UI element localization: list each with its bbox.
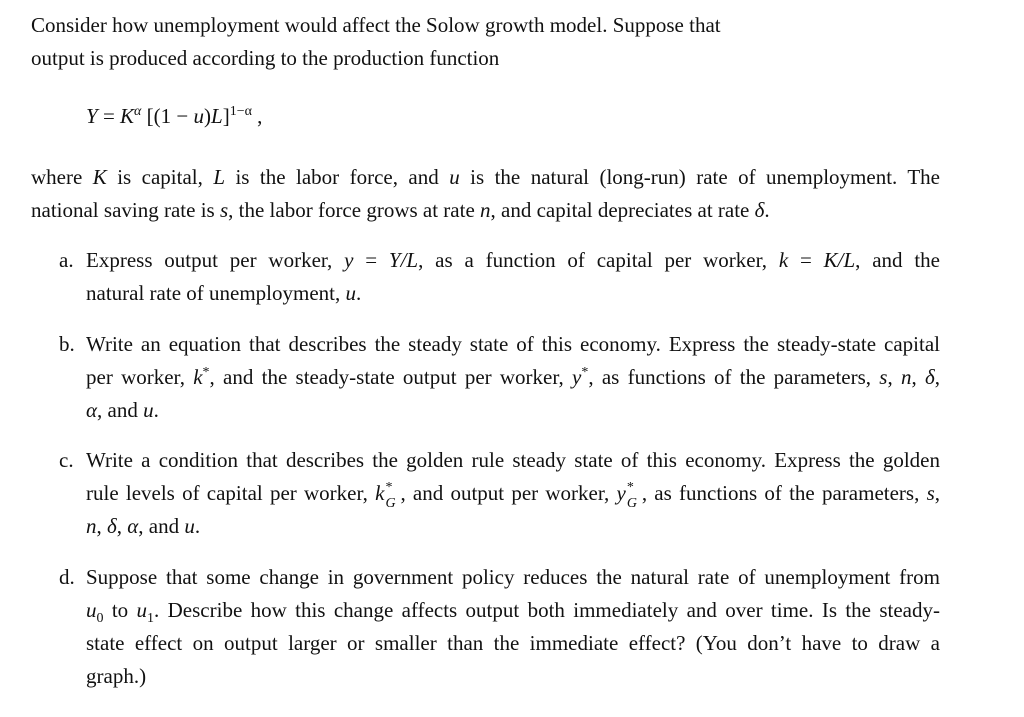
item-c-line-3: n, δ, α, and u. — [86, 514, 201, 538]
item-b-line-2: per worker, k*, and the steady-state output per worker, y*, as functions of the parameters, s, n, δ, — [86, 365, 941, 389]
intro-line-2: output is produced according to the production function — [31, 46, 500, 70]
item-d-label: d. — [59, 565, 75, 589]
item-d-line-2: $u_0$ to $u_1$. Describe how this change affects output both immediately and over time. Is the steady- — [86, 598, 940, 627]
eq-output: Y — [86, 104, 98, 128]
definitions-line-2: national saving rate is s, the labor force grows at rate n, and capital depreciates at rate δ. — [31, 198, 770, 222]
eq-bracket-close: ] — [222, 104, 230, 128]
item-c-label: c. — [59, 448, 74, 472]
item-b-label: b. — [59, 332, 75, 356]
item-b-line-1: Write an equation that describes the steady state of this economy. Express the steady-state capital — [86, 332, 940, 356]
eq-capital: K — [120, 104, 135, 128]
eq-paren-close: ) — [204, 104, 211, 128]
item-d-line-4: graph.) — [86, 664, 147, 688]
item-c-line-2: rule levels of capital per worker, k * G , and output per worker, y * G , as functions of the parameters, s, — [86, 480, 940, 511]
eq-exponent: 1−α — [229, 104, 252, 119]
eq-labor: L — [211, 104, 223, 128]
item-a-line-1: Express output per worker, y = Y/L, as a function of capital per worker, k = K/L, and the — [86, 248, 940, 272]
item-b-line-3: α, and u. — [86, 398, 159, 422]
item-a-label: a. — [59, 248, 74, 272]
intro-line-1: Consider how unemployment would affect the Solow growth model. Suppose that — [31, 13, 721, 37]
item-d-line-3: state effect on output larger or smaller than the immediate effect? (You don’t have to draw a — [86, 631, 940, 655]
item-d-line-1: Suppose that some change in government policy reduces the natural rate of unemployment from — [86, 565, 940, 589]
definitions-line-1: where K is capital, L is the labor force, and u is the natural (long-run) rate of unemployment. The — [31, 165, 940, 189]
eq-comma: , — [257, 104, 263, 128]
item-c-line-1: Write a condition that describes the golden rule steady state of this economy. Express the golden — [86, 448, 940, 472]
eq-alpha-exponent: α — [134, 104, 142, 119]
production-function-equation — [86, 101, 262, 131]
eq-bracket-open: [(1 − — [146, 104, 194, 128]
eq-unemployment: u — [193, 104, 204, 128]
item-a-line-2: natural rate of unemployment, u. — [86, 281, 362, 305]
eq-equals: = — [102, 104, 115, 128]
